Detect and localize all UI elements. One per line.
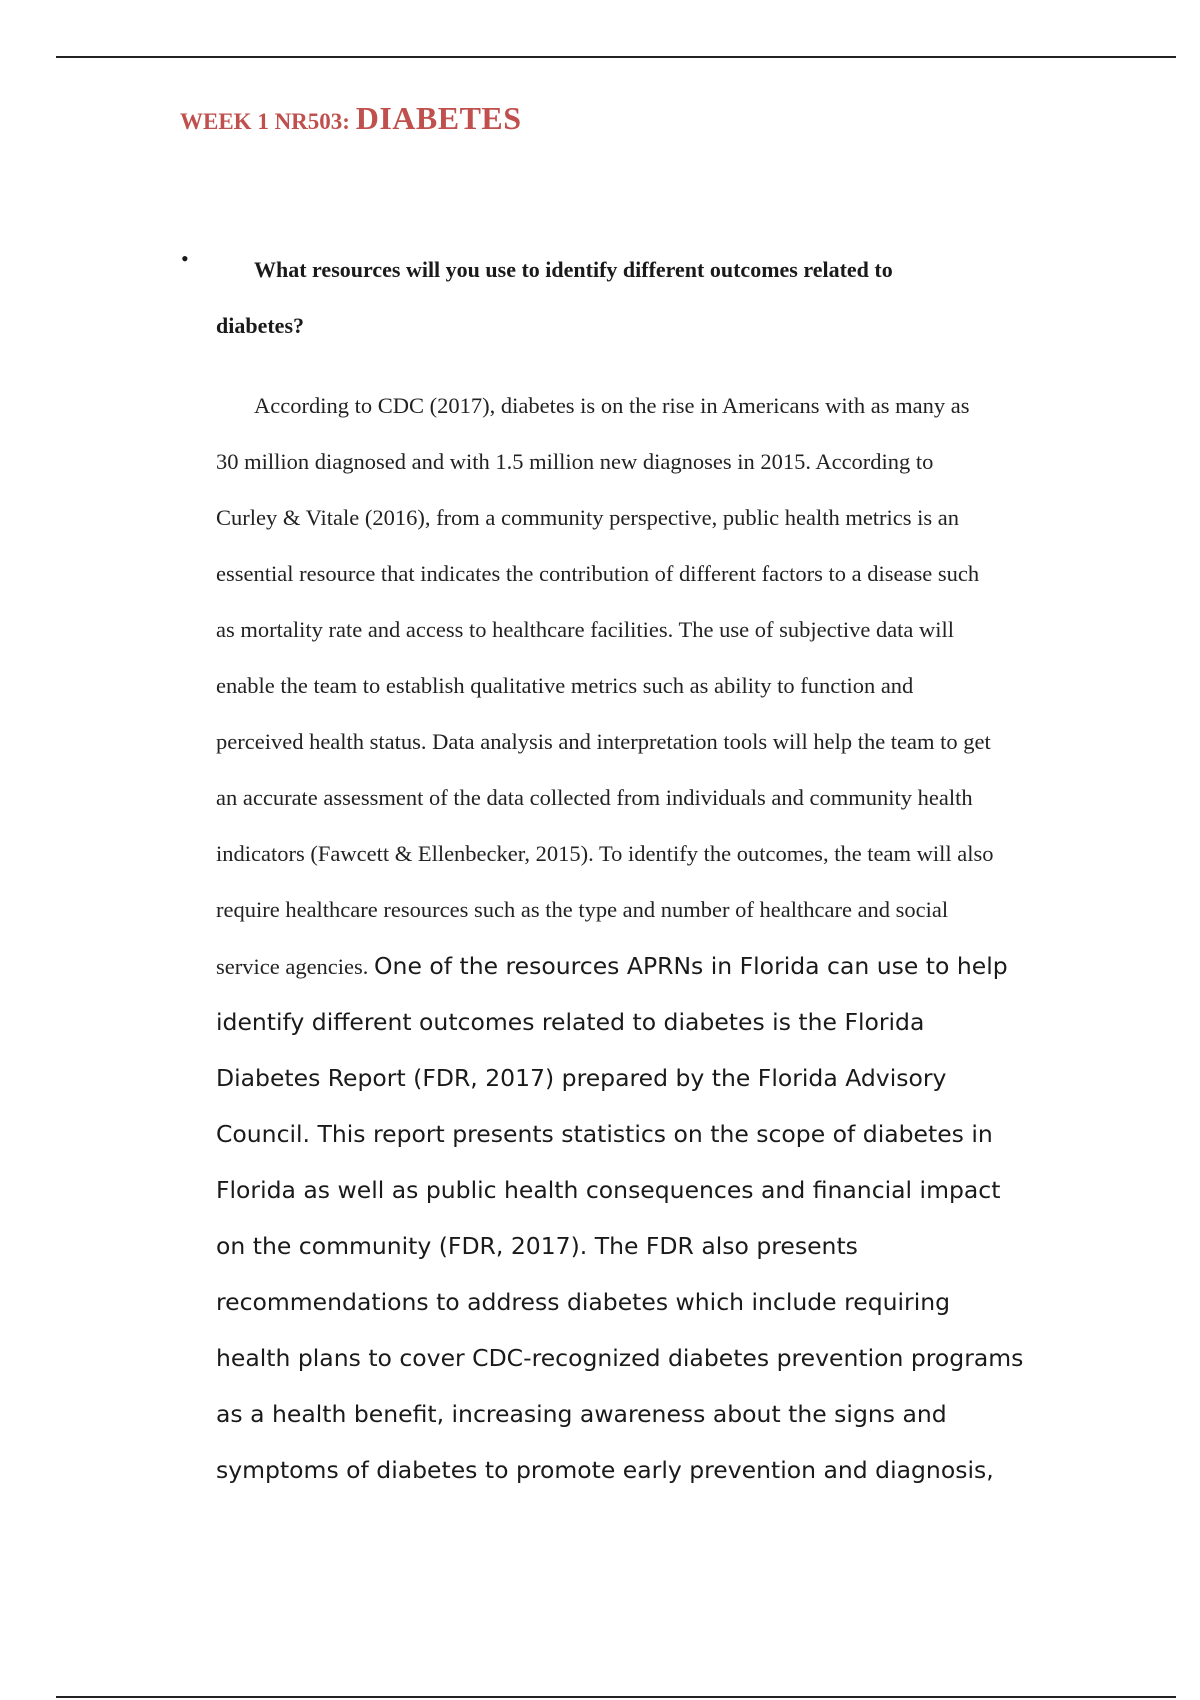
paragraph-line xyxy=(216,1386,1056,1442)
paragraph-text-sans: as a health benefit, increasing awareness about the signs and xyxy=(216,1400,947,1428)
paragraph-line xyxy=(216,1274,1056,1330)
paragraph-line xyxy=(216,602,1056,658)
paragraph-line xyxy=(216,546,1056,602)
paragraph-line xyxy=(216,1442,1056,1498)
paragraph-text-sans: One of the resources APRNs in Florida can use to help xyxy=(374,952,1008,980)
paragraph-text-serif: service agencies. xyxy=(216,954,375,979)
paragraph-line xyxy=(216,490,1056,546)
paragraph-text-serif: an accurate assessment of the data collected from individuals and community health xyxy=(216,785,973,810)
paragraph-line xyxy=(216,714,1056,770)
paragraph-text-serif: According to CDC (2017), diabetes is on the rise in Americans with as many as xyxy=(254,393,970,418)
title-prefix: WEEK 1 NR503: xyxy=(180,109,356,134)
paragraph-text-serif: perceived health status. Data analysis and interpretation tools will help the team to get xyxy=(216,729,991,754)
paragraph-line xyxy=(216,658,1056,714)
question-line: What resources will you use to identify different outcomes related to xyxy=(254,257,893,282)
title-main: DIABETES xyxy=(355,100,522,136)
footer-rule xyxy=(56,1696,1176,1698)
paragraph-text-sans: recommendations to address diabetes which include requiring xyxy=(216,1288,951,1316)
paragraph-text-sans: Florida as well as public health consequences and financial impact xyxy=(216,1176,1001,1204)
bullet-icon: • xyxy=(181,246,189,271)
paragraph-line xyxy=(216,1162,1056,1218)
paragraph-text-serif: require healthcare resources such as the type and number of healthcare and social xyxy=(216,897,949,922)
paragraph-line xyxy=(216,938,1056,994)
paragraph-text-serif: as mortality rate and access to healthcare facilities. The use of subjective data will xyxy=(216,617,955,642)
paragraph-line xyxy=(216,1106,1056,1162)
paragraph-line xyxy=(216,826,1056,882)
paragraph-text-serif: essential resource that indicates the contribution of different factors to a disease such xyxy=(216,561,980,586)
paragraph-text-sans: Diabetes Report (FDR, 2017) prepared by the Florida Advisory xyxy=(216,1064,947,1092)
paragraph-text-sans: health plans to cover CDC-recognized diabetes prevention programs xyxy=(216,1344,1024,1372)
paragraph-line xyxy=(216,378,1056,434)
paragraph-text-sans: Council. This report presents statistics on the scope of diabetes in xyxy=(216,1120,993,1148)
paragraph-line xyxy=(216,434,1056,490)
paragraph-line xyxy=(216,1218,1056,1274)
paragraph-text-serif: 30 million diagnosed and with 1.5 million new diagnoses in 2015. According to xyxy=(216,449,934,474)
document-title xyxy=(180,100,522,137)
paragraph-line xyxy=(216,770,1056,826)
question-line: diabetes? xyxy=(216,313,304,338)
paragraph-text-sans: on the community (FDR, 2017). The FDR also presents xyxy=(216,1232,858,1260)
header-rule xyxy=(56,56,1176,58)
paragraph-text-serif: indicators (Fawcett & Ellenbecker, 2015). To identify the outcomes, the team will also xyxy=(216,841,994,866)
paragraph-line xyxy=(216,882,1056,938)
paragraph-text-sans: symptoms of diabetes to promote early prevention and diagnosis, xyxy=(216,1456,994,1484)
paragraph-text-sans: identify different outcomes related to diabetes is the Florida xyxy=(216,1008,925,1036)
paragraph-text-serif: enable the team to establish qualitative metrics such as ability to function and xyxy=(216,673,914,698)
paragraph-line xyxy=(216,1050,1056,1106)
paragraph-line xyxy=(216,1330,1056,1386)
question-heading xyxy=(216,242,996,354)
answer-body xyxy=(216,378,1056,1498)
paragraph-line xyxy=(216,994,1056,1050)
paragraph-text-serif: Curley & Vitale (2016), from a community perspective, public health metrics is an xyxy=(216,505,960,530)
